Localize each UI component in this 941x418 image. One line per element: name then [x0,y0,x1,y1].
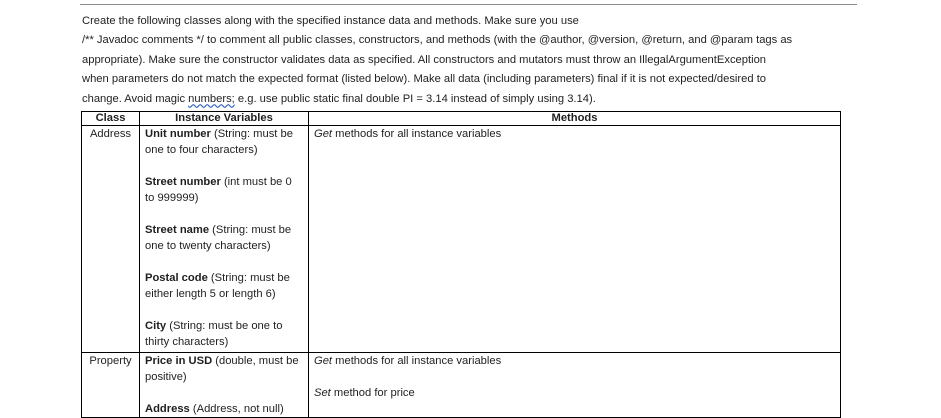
class-spec-table [81,111,841,418]
top-rule [80,4,857,5]
table-header-row [82,112,841,126]
instance-variables-cell [140,353,309,418]
method-verb: Get [314,355,333,367]
instance-variable-entry [145,401,303,417]
spellcheck-flagged-word: numbers; [188,92,235,105]
instructions-line-2: /** Javadoc comments */ to comment all public classes, constructors, and methods (with the @author, @version, @return, and @param tags as [82,34,793,47]
header-class: Class [82,112,140,126]
method-verb: Set [314,387,331,399]
variable-name: Street name [145,224,210,236]
instructions-line-3: appropriate). Make sure the constructor validates data as specified. All constructors and mutators must throw an IllegalArgumentException [82,53,767,66]
instructions-paragraph [82,12,862,109]
methods-cell [309,126,841,353]
variable-description: (Address, not null) [189,403,284,415]
variable-name: Street number [145,176,221,188]
table-row-property [82,353,841,418]
instructions-line-5 [82,90,862,109]
method-entry [314,126,835,142]
method-verb: Get [314,128,333,140]
table-row-address [82,126,841,353]
instance-variables-cell [140,126,309,353]
variable-description: (String: must be one to twenty characters) [145,224,292,252]
instance-variable-entry [145,174,303,206]
method-entry [314,385,835,401]
method-description: methods for all instance variables [332,355,502,367]
variable-name: Price in USD [145,355,213,367]
instructions-line-5-end: e.g. use public static final double PI = 3.14 instead of simply using 3.14). [234,92,596,105]
instance-variable-entry [145,222,303,254]
class-name-cell: Address [82,126,140,353]
methods-cell [309,353,841,418]
variable-description: (String: must be one to four characters) [145,128,293,156]
variable-description: (String: must be one to thirty characters) [145,320,283,348]
variable-name: Unit number [145,128,211,140]
variable-name: Postal code [145,272,208,284]
variable-name: Address [145,403,190,415]
method-entry [314,353,835,369]
method-description: methods for all instance variables [332,128,502,140]
instance-variable-entry [145,318,303,350]
variable-description: (double, must be positive) [145,355,299,383]
instance-variable-entry [145,126,303,158]
header-instance-variables: Instance Variables [140,112,309,126]
variable-description: (int must be 0 to 999999) [145,176,292,204]
header-methods: Methods [309,112,841,126]
variable-description: (String: must be either length 5 or length 6) [145,272,290,300]
method-description: method for price [330,387,415,399]
instructions-line-1: Create the following classes along with the specified instance data and methods. Make sure you use [82,15,579,27]
instance-variable-entry [145,270,303,302]
variable-name: City [145,320,167,332]
instructions-line-4: when parameters do not match the expected format (listed below). Make all data (including parameters) final if it is not expected/desired to [82,73,767,86]
instructions-line-5-start: change. Avoid magic [82,92,189,105]
instance-variable-entry [145,353,303,385]
class-name-cell: Property [82,353,140,418]
